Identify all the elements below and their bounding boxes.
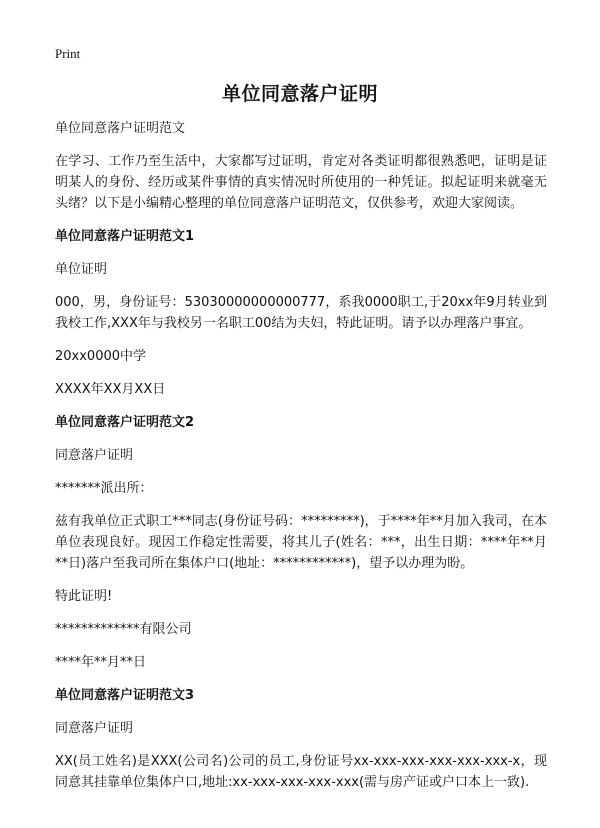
section-paragraph: 20xx0000中学 bbox=[55, 349, 147, 364]
section-paragraph: *******派出所： bbox=[55, 481, 153, 496]
section-paragraph: 兹有我单位正式职工***同志(身份证号码：*********)，于****年**月加入我司，在本单位表现良好。现因工作稳定性需要，将其儿子(姓名：***，出生日期：****年**月**日)落户至我司所在集体户口(地址：************)，望予以办理为盼。 bbox=[55, 514, 547, 571]
print-link[interactable]: Print bbox=[55, 46, 81, 61]
section-paragraph: 000，男，身份证号：53030000000000777，系我0000职工,于20xx年9月转业到我校工作,XXX年与我校另一名职工00结为夫妇，特此证明。请予以办理落户事宜。 bbox=[55, 295, 547, 331]
intro-paragraph: 在学习、工作乃至生活中，大家都写过证明，肯定对各类证明都很熟悉吧，证明是证明某人的身份、经历或某件事情的真实情况时所使用的一种凭证。拟起证明来就毫无头绪？以下是小编精心整理的单位同意落户证明范文，仅供参考，欢迎大家阅读。 bbox=[55, 154, 547, 211]
section-paragraph: XX(员工姓名)是XXX(公司名)公司的员工,身份证号xx-xxx-xxx-xxx-xxx-xxx-x，现同意其挂靠单位集体户口,地址:xx-xxx-xxx-xxx-xxx(需与房产证或户口本上一致). bbox=[55, 754, 547, 790]
section-paragraph: 单位证明 bbox=[55, 262, 108, 277]
section-paragraph: ****年**月**日 bbox=[55, 655, 147, 670]
section-paragraph: XXXX年XX月XX日 bbox=[55, 382, 166, 397]
section-paragraph: 同意落户证明 bbox=[55, 721, 134, 736]
section-paragraph: 同意落户证明 bbox=[55, 448, 134, 463]
section-heading: 单位同意落户证明范文3 bbox=[55, 688, 195, 703]
document-subtitle: 单位同意落户证明范文 bbox=[55, 121, 186, 136]
section-paragraph: 特此证明! bbox=[55, 589, 113, 604]
section-heading: 单位同意落户证明范文1 bbox=[55, 229, 195, 244]
document-body bbox=[55, 118, 547, 805]
section-paragraph: *************有限公司 bbox=[55, 622, 192, 637]
section-heading: 单位同意落户证明范文2 bbox=[55, 415, 195, 430]
page-title: 单位同意落户证明 bbox=[221, 83, 378, 105]
